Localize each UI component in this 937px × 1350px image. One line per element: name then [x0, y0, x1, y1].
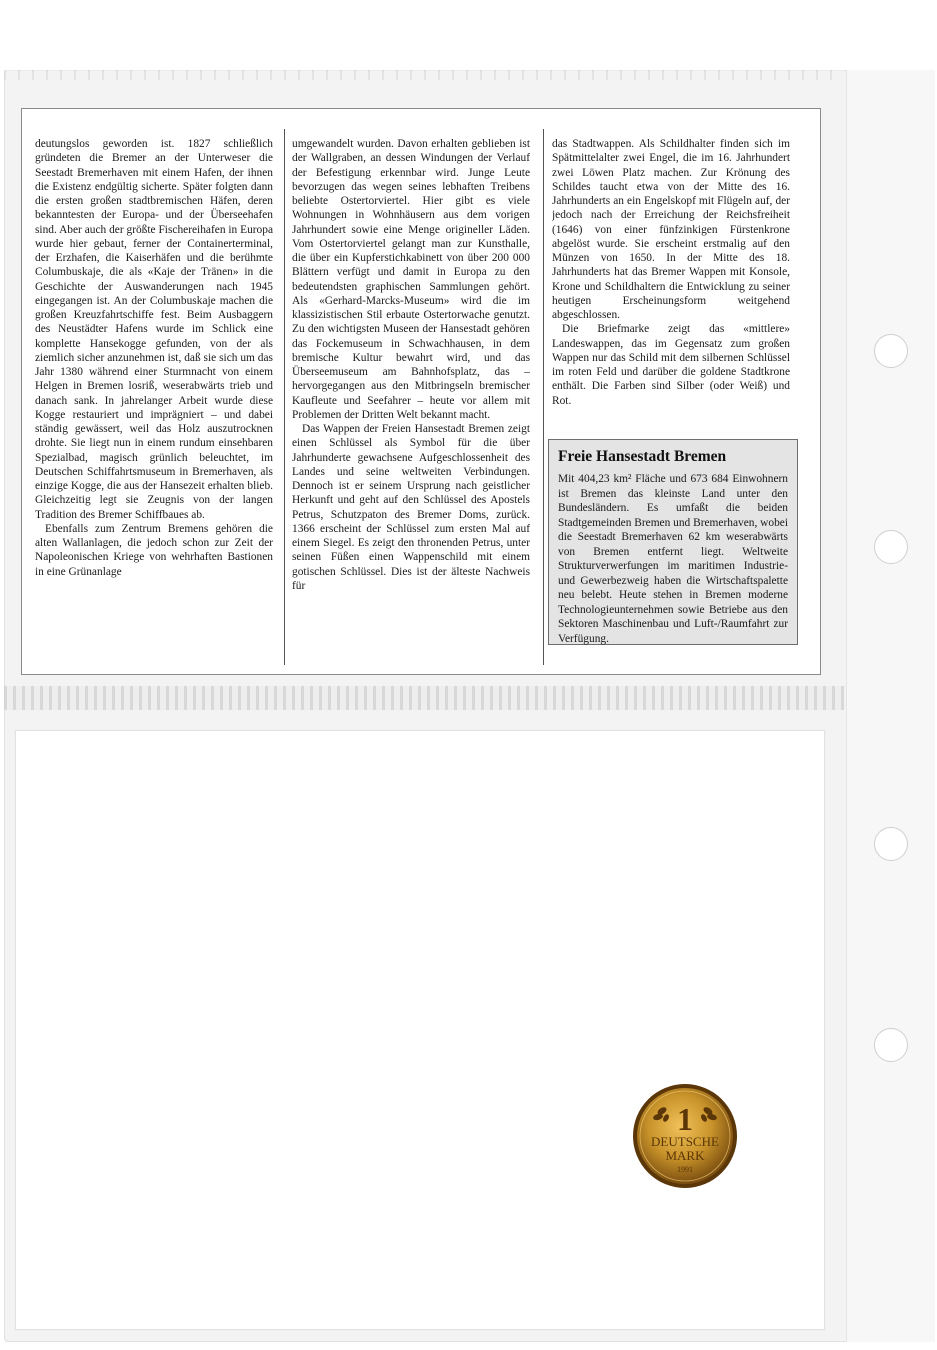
- coin-text-deutsche: DEUTSCHE: [651, 1134, 719, 1149]
- fact-box-text: Mit 404,23 km² Fläche und 673 684 Einwohnern ist Bremen das kleinste Land unter den Bundesländern. Es umfaßt die beiden Stadtgemeinden Bremen und Bremerhaven, wobei die Seestadt Bremerhaven 62 km weserabwärts von Bremen entfernt liegt. Weltweite Strukturverwerfungen im maritimen Industrie- und Gewerbezweig haben die Wirtschaftspalette neu belebt. Heute stehen in Bremen moderne Technologieunternehmen sowie Betriebe aus den Sektoren Maschinenbau und Luft-/Raumfahrt zur Verfügung.: [558, 473, 788, 645]
- binder-hole: [874, 334, 908, 368]
- coin-numeral: 1: [677, 1101, 693, 1137]
- article-paragraph: Ebenfalls zum Zentrum Bremens gehören die alten Wallanlagen, die jedoch schon zur Zeit der Napoleonischen Kriege von wehrhaften Bastionen in eine Grünanlage: [35, 522, 273, 578]
- fact-box-title: Freie Hansestadt Bremen: [558, 448, 727, 465]
- article-paragraph: umgewandelt wurden. Davon erhalten geblieben ist der Wallgraben, an dessen Windungen der Verlauf der Befestigung erkennbar wird. Junge Leute bevorzugen das wegen seines lebhaften Treibens beliebte Ostertorviertel. Hier gibt es viele Wohnungen in Wohnhäusern aus dem vorigen Jahrhundert sowie eine Menge origineller Läden. Vom Ostertorviertel gelangt man zur Kunsthalle, die über ein Kupferstichkabinett von über 200 000 Blättern verfügt und damit in Europa zu den bedeutendsten graphischen Sammlungen gehört. Als «Gerhard-Marcks-Museum» wird die im klassizistischen Stil erbaute Ostertorwache genutzt. Zu den wichtigsten Museen der Hansestadt gehören das Fockemuseum in Schwachhausen, in dem bremische Kultur bewahrt wird, und das Überseemuseum am Bahnhofsplatz, das – hervorgegangen aus den Mitbringseln bremischer Kaufleute und Seefahrer – heute vor allem mit Problemen der Dritten Welt bekannt macht.: [292, 138, 530, 421]
- binder-hole: [874, 530, 908, 564]
- column-rule: [543, 129, 544, 665]
- cover-envelope: [15, 730, 825, 1330]
- binder-strip: [846, 70, 935, 1342]
- deutsche-mark-coin: [632, 1083, 738, 1189]
- binder-hole: [874, 1028, 908, 1062]
- coin-text-mark: MARK: [665, 1148, 705, 1163]
- column-rule: [284, 129, 285, 665]
- article-column-2: [292, 137, 530, 665]
- article-column-1: [35, 137, 273, 665]
- article-paragraph: Das Wappen der Freien Hansestadt Bremen zeigt einen Schlüssel als Symbol für die über Jahrhunderte gewachsene Aufgeschlossenheit des Landes und seine weltweiten Verbindungen. Dennoch ist er seinem Ursprung nach geistlicher Herkunft und geht auf den Schlüssel des Apostels Petrus, Schutzpaton des Bremer Doms, zurück. 1366 erscheint der Schlüssel zum ersten Mal auf einem Siegel. Es zeigt den thronenden Petrus, unter seinen Füßen einen Wappenschild mit einem gotischen Schlüssel. Dies ist der älteste Nachweis für: [292, 423, 530, 592]
- article-paragraph: das Stadtwappen. Als Schildhalter finden sich im Spätmittelalter zwei Engel, die im 16. Jahrhundert zwei Löwen Platz machen. Zur Krönung des Schildes taucht etwa von der Mitte des 16. Jahrhunderts an ein Engelskopf mit Flügeln auf, der jedoch nach der Erreichung der Reichsfreiheit (1646) von einer fünfzinkigen Fürstenkrone abgelöst wurde. Sie erscheint erstmalig auf den Münzen von 1650. In der Mitte des 18. Jahrhunderts hat das Bremer Wappen mit Konsole, Krone und Schildhaltern die Entwicklung zu seiner heutigen Erscheinungsform weitgehend abgeschlossen.: [552, 138, 790, 321]
- article-paragraph: Die Briefmarke zeigt das «mittlere» Landeswappen, das im Gegensatz zum großen Wappen nur das Schild mit dem silbernen Schlüssel im roten Feld und darüber die goldene Stadtkrone enthält. Die Farben sind Silber (oder Weiß) und Rot.: [552, 323, 790, 407]
- article-card: [21, 108, 821, 675]
- fact-box: [548, 439, 798, 645]
- pocket-divider-seam: [4, 686, 844, 710]
- sleeve-top-edge: [4, 70, 844, 80]
- binder-hole: [874, 827, 908, 861]
- article-column-3: [552, 137, 790, 427]
- coin-year: 1991: [677, 1165, 693, 1174]
- article-paragraph: deutungslos geworden ist. 1827 schließlich gründeten die Bremer an der Unterweser die Seestadt Bremerhaven mit einem Hafen, der ihnen die Existenz endgültig sicherte. Später folgten dann die ersten großen stadtbremischen Häfen, deren bekanntesten der Europa- und der Überseehafen sind. Aber auch der größte Fischereihafen in Europa wurde hier gebaut, ferner der Containerterminal, der Erzhafen, die Kaiserhäfen und die berühmte Columbuskaje, die als «Kaje der Tränen» in die Geschichte der Auswanderungen nach 1945 eingegangen ist. An der Columbuskaje machen die großen Kreuzfahrtschiffe fest. Beim Ausbaggern des Neustädter Hafens wurde im Schlick eine komplette Hansekogge gefunden, von der als ziemlich sicher anzunehmen ist, daß sie sich um das Jahr 1380 während einer Sturmnacht von einem Helgen in Bremen losriß, weserabwärts trieb und danach sank. In jahrelanger Arbeit wurde diese Kogge restauriert und imprägniert – und dabei ständig gewässert, weil das Holz auszutrocknen drohte. Sie liegt nun in einem rundum einsehbaren Spezialbad, magisch grünlich beleuchtet, im Deutschen Schiffahrtsmuseum in Bremerhaven, als einzige Kogge, die aus der Hansezeit erhalten blieb. Gleichzeitig legt sie Zeugnis von der langen Tradition des Bremer Schiffbaues ab.: [35, 138, 273, 521]
